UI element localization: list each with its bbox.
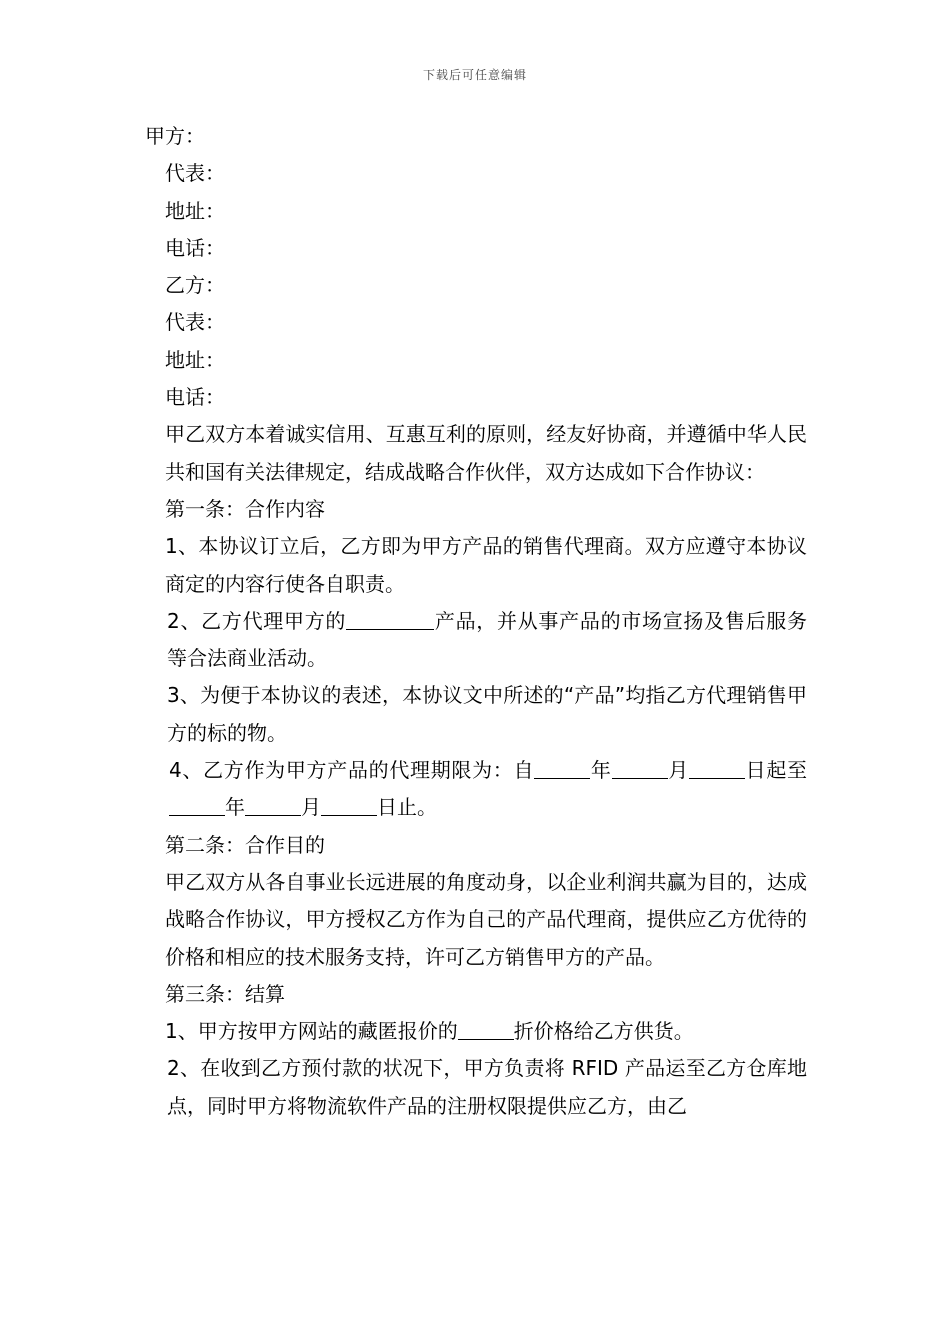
item4-month: 月 [667,758,689,783]
article3-item1-pre: 1、甲方按甲方网站的藏匿报价的 [165,1019,458,1044]
start-day-blank [689,756,745,779]
article1-title: 第一条：合作内容 [165,496,325,521]
article1-item4 [145,752,807,827]
end-year-blank [169,793,225,816]
article1-item3: 3、为便于本协议的表述，本协议文中所述的“产品”均指乙方代理销售甲方的标的物。 [167,683,807,745]
party-b-phone: 电话： [165,385,225,410]
article3-item1 [145,1013,807,1050]
article1-item2-pre: 2、乙方代理甲方的 [167,608,347,633]
party-b-rep: 代表： [165,310,225,335]
party-b-label: 乙方： [165,273,225,298]
intro-paragraph: 甲乙双方本着诚实信用、互惠互利的原则，经友好协商，并遵循中华人民共和国有关法律规定，结成战略合作伙伴，双方达成如下合作协议： [165,422,807,484]
article3-item2: 2、在收到乙方预付款的状况下，甲方负责将 RFID 产品运至乙方仓库地点，同时甲方将物流软件产品的注册权限提供应乙方，由乙 [167,1056,807,1118]
party-a-phone: 电话： [165,235,225,260]
party-a-address: 地址： [165,198,225,223]
article3-item1-post: 折价格给乙方供货。 [513,1019,694,1044]
item4-day: 日 [744,758,767,783]
party-a-rep: 代表： [165,161,225,186]
article2-text: 甲乙双方从各自事业长远进展的角度动身，以企业利润共赢为目的，达成战略合作协议，甲方授权乙方作为自己的产品代理商，提供应乙方优待的价格和相应的技术服务支持，许可乙方销售甲方的产品。 [165,869,807,969]
article1-item2-post: 产品，并从事产品的市场宣扬及售后服务等合法商业活动。 [167,608,807,671]
article1-item1: 1、本协议订立后，乙方即为甲方产品的销售代理商。双方应遵守本协议商定的内容行使各自职责。 [165,534,807,596]
item4-end-year: 年 [225,795,245,820]
party-b-address: 地址： [165,347,225,372]
start-month-blank [612,756,668,779]
article3-title: 第三条：结算 [165,981,285,1006]
article1-item2 [145,603,807,678]
contract-body [145,118,807,1125]
header-note: 下载后可任意编辑 [422,68,527,82]
item4-year: 年 [590,758,612,783]
product-blank [346,607,434,630]
item4-end: 日止。 [377,795,437,820]
discount-blank [458,1017,514,1040]
end-day-blank [321,793,377,816]
end-month-blank [245,793,301,816]
article2-title: 第二条：合作目的 [165,832,325,857]
item4-to: 起至 [766,758,808,783]
start-year-blank [534,756,590,779]
item4-from: 4、乙方作为甲方产品的代理期限为：自 [169,758,535,783]
party-a-label: 甲方： [145,124,205,148]
item4-end-month: 月 [301,795,321,820]
